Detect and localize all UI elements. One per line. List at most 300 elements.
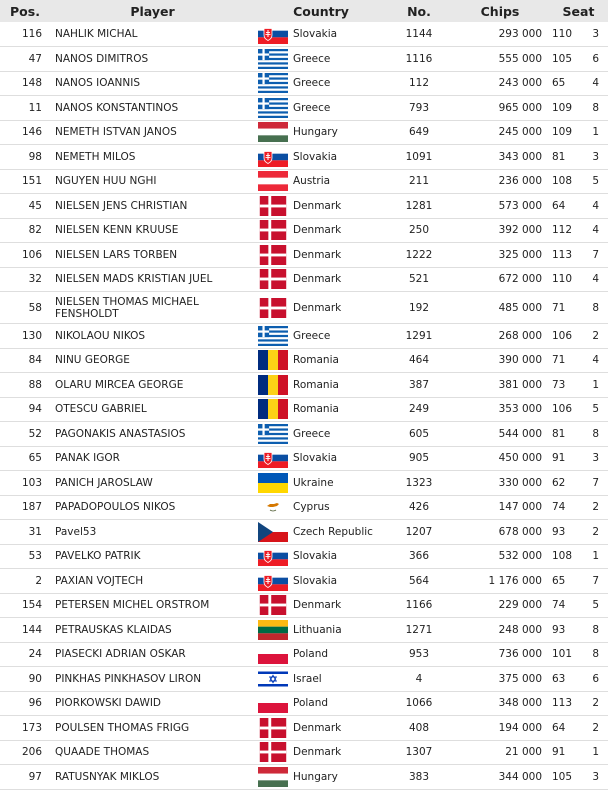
seat-cell: 4 — [592, 224, 599, 237]
chips-cell: 555 000 — [498, 52, 542, 65]
header-seat[interactable]: Seat — [549, 0, 608, 22]
table-number-cell: 109 — [552, 126, 573, 139]
table-number-cell: 74 — [552, 501, 566, 514]
player-number-cell: 383 — [408, 770, 430, 783]
country-name: Romania — [293, 354, 339, 367]
table-row — [0, 194, 608, 219]
player-number-cell: 408 — [408, 721, 430, 734]
table-row — [0, 47, 608, 72]
table-number-cell: 64 — [552, 721, 566, 734]
seat-cell: 3 — [592, 770, 599, 783]
seat-cell: 2 — [592, 721, 599, 734]
pos-cell: 84 — [28, 354, 42, 367]
header-chips[interactable]: Chips — [451, 0, 549, 22]
table-row — [0, 267, 608, 292]
country-name: Denmark — [293, 224, 342, 237]
chips-cell: 293 000 — [498, 28, 542, 40]
table-row — [0, 618, 608, 643]
country-name: Romania — [293, 378, 339, 391]
player-cell: QUAADE THOMAS — [55, 746, 150, 759]
romania-flag-icon — [258, 375, 288, 395]
country-cell — [255, 71, 387, 96]
player-number-cell: 521 — [408, 273, 430, 286]
player-cell: NANOS KONSTANTINOS — [55, 101, 179, 114]
table-body — [0, 22, 608, 789]
country-name: Poland — [293, 697, 329, 710]
table-row — [0, 96, 608, 121]
country-cell — [255, 740, 387, 765]
table-row — [0, 218, 608, 243]
country-name: Romania — [293, 403, 339, 416]
seat-cell: 5 — [592, 175, 599, 188]
table-row — [0, 569, 608, 594]
table-row — [0, 71, 608, 96]
country-cell — [255, 593, 387, 618]
player-number-cell: 211 — [408, 175, 430, 188]
seat-cell: 5 — [592, 403, 599, 416]
romania-flag-icon — [258, 399, 288, 419]
table-row — [0, 120, 608, 145]
poland-flag-icon — [258, 644, 288, 664]
player-cell: NINU GEORGE — [55, 354, 130, 367]
pos-cell: 98 — [28, 150, 42, 163]
seat-cell: 8 — [592, 648, 599, 661]
header-pos[interactable]: Pos. — [0, 0, 50, 22]
table-number-cell: 108 — [552, 550, 573, 563]
table-number-cell: 91 — [552, 452, 566, 465]
player-number-cell: 649 — [408, 126, 430, 139]
table-row — [0, 373, 608, 398]
chips-cell: 678 000 — [498, 525, 542, 538]
table-number-cell: 71 — [552, 354, 566, 367]
table-row — [0, 422, 608, 447]
table-row — [0, 348, 608, 373]
pos-cell: 130 — [21, 329, 42, 342]
table-number-cell: 81 — [552, 427, 566, 440]
pos-cell: 65 — [28, 452, 42, 465]
player-cell: PANAK IGOR — [55, 452, 120, 465]
seat-cell: 8 — [592, 101, 599, 114]
country-cell — [255, 96, 387, 121]
pos-cell: 148 — [21, 77, 42, 90]
austria-flag-icon — [258, 171, 288, 191]
country-cell — [255, 145, 387, 170]
chips-cell: 381 000 — [498, 378, 542, 391]
table-number-cell: 62 — [552, 476, 566, 489]
slovakia-flag-icon — [258, 24, 288, 44]
seat-cell: 3 — [592, 28, 599, 40]
chips-cell: 544 000 — [498, 427, 542, 440]
pos-cell: 103 — [21, 476, 42, 489]
country-name: Austria — [293, 175, 331, 188]
table-number-cell: 105 — [552, 770, 573, 783]
player-cell: Pavel53 — [55, 525, 97, 538]
player-cell: NEMETH ISTVAN JANOS — [55, 126, 177, 139]
player-number-cell: 605 — [408, 427, 430, 440]
table-row — [0, 471, 608, 496]
table-number-cell: 105 — [552, 52, 573, 65]
player-cell: NIELSEN JENS CHRISTIAN — [55, 199, 188, 212]
country-name: Denmark — [293, 273, 342, 286]
country-cell — [255, 765, 387, 790]
table-number-cell: 93 — [552, 525, 566, 538]
country-name: Czech Republic — [293, 525, 373, 538]
pos-cell: 206 — [21, 746, 42, 759]
table-row — [0, 740, 608, 765]
header-player[interactable]: Player — [50, 0, 255, 22]
table-row — [0, 145, 608, 170]
seat-cell: 1 — [592, 550, 599, 563]
player-cell: PAPADOPOULOS NIKOS — [55, 501, 176, 514]
country-cell — [255, 544, 387, 569]
pos-cell: 53 — [28, 550, 42, 563]
chips-cell: 736 000 — [498, 648, 542, 661]
pos-cell: 47 — [28, 52, 42, 65]
player-cell: PINKHAS PINKHASOV LIRON — [55, 672, 202, 685]
table-number-cell: 101 — [552, 648, 573, 661]
player-cell: PIORKOWSKI DAWID — [55, 697, 162, 710]
country-name: Slovakia — [293, 150, 338, 163]
denmark-flag-icon — [258, 595, 288, 615]
country-cell — [255, 520, 387, 545]
chips-cell: 965 000 — [498, 101, 542, 114]
player-cell: RATUSNYAK MIKLOS — [55, 770, 160, 783]
player-number-cell: 1166 — [405, 599, 433, 612]
player-cell: NANOS DIMITROS — [55, 52, 149, 65]
pos-cell: 154 — [21, 599, 42, 612]
country-cell — [255, 373, 387, 398]
pos-cell: 151 — [21, 175, 42, 188]
seat-cell: 4 — [592, 199, 599, 212]
seat-cell: 6 — [592, 672, 599, 685]
player-number-cell: 905 — [408, 452, 430, 465]
chips-cell: 450 000 — [498, 452, 542, 465]
player-cell: NIELSEN THOMAS MICHAEL FENSHOLDT — [55, 295, 199, 320]
player-cell: PANICH JAROSLAW — [55, 476, 153, 489]
pos-cell: 94 — [28, 403, 42, 416]
denmark-flag-icon — [258, 245, 288, 265]
country-cell — [255, 292, 387, 324]
country-name: Slovakia — [293, 550, 338, 563]
seat-cell: 2 — [592, 329, 599, 342]
pos-cell: 144 — [21, 623, 42, 636]
table-row — [0, 22, 608, 47]
country-cell — [255, 120, 387, 145]
table-row — [0, 520, 608, 545]
player-number-cell: 1066 — [405, 697, 433, 710]
country-name: Greece — [293, 52, 331, 65]
player-cell: PAGONAKIS ANASTASIOS — [55, 427, 186, 440]
denmark-flag-icon — [258, 718, 288, 738]
table-row — [0, 716, 608, 741]
seat-cell: 4 — [592, 354, 599, 367]
pos-cell: 88 — [28, 378, 42, 391]
country-name: Slovakia — [293, 574, 338, 587]
player-cell: NAHLIK MICHAL — [55, 28, 138, 40]
country-name: Denmark — [293, 248, 342, 261]
table-row — [0, 446, 608, 471]
chips-cell: 243 000 — [498, 77, 542, 90]
czech-flag-icon — [258, 522, 288, 542]
player-cell: OLARU MIRCEA GEORGE — [55, 378, 184, 391]
country-name: Denmark — [293, 721, 342, 734]
chips-cell: 229 000 — [498, 599, 542, 612]
player-number-cell: 1207 — [405, 525, 433, 538]
table-row — [0, 397, 608, 422]
table-number-cell: 91 — [552, 746, 566, 759]
country-cell — [255, 267, 387, 292]
seat-cell: 4 — [592, 273, 599, 286]
player-cell: NIELSEN KENN KRUUSE — [55, 224, 179, 237]
country-name: Slovakia — [293, 28, 338, 40]
table-number-cell: 73 — [552, 378, 566, 391]
country-name: Denmark — [293, 599, 342, 612]
player-number-cell: 249 — [408, 403, 430, 416]
table-number-cell: 110 — [552, 273, 573, 286]
player-number-cell: 464 — [408, 354, 430, 367]
country-cell — [255, 194, 387, 219]
chips-cell: 375 000 — [498, 672, 542, 685]
slovakia-flag-icon — [258, 571, 288, 591]
table-number-cell: 106 — [552, 403, 573, 416]
player-number-cell: 4 — [415, 672, 423, 685]
table-number-cell: 64 — [552, 199, 566, 212]
pos-cell: 116 — [21, 28, 42, 40]
pos-cell: 52 — [28, 427, 42, 440]
country-cell — [255, 471, 387, 496]
player-number-cell: 192 — [408, 301, 430, 314]
table-row — [0, 765, 608, 790]
country-name: Cyprus — [293, 501, 330, 514]
seat-cell: 2 — [592, 501, 599, 514]
player-number-cell: 112 — [408, 77, 430, 90]
player-cell: NIELSEN MADS KRISTIAN JUEL — [55, 273, 213, 286]
denmark-flag-icon — [258, 196, 288, 216]
player-number-cell: 953 — [408, 648, 430, 661]
chips-cell: 532 000 — [498, 550, 542, 563]
player-cell: OTESCU GABRIEL — [55, 403, 147, 416]
header-country[interactable]: Country — [255, 0, 387, 22]
table-number-cell: 112 — [552, 224, 573, 237]
pos-cell: 146 — [21, 126, 42, 139]
country-cell — [255, 691, 387, 716]
country-name: Slovakia — [293, 452, 338, 465]
country-cell — [255, 324, 387, 349]
player-number-cell: 564 — [408, 574, 430, 587]
table-number-cell: 63 — [552, 672, 566, 685]
player-number-cell: 1323 — [405, 476, 433, 489]
chips-cell: 348 000 — [498, 697, 542, 710]
player-cell: PAVELKO PATRIK — [55, 550, 141, 563]
chips-cell: 343 000 — [498, 150, 542, 163]
chips-cell: 194 000 — [498, 721, 542, 734]
country-cell — [255, 642, 387, 667]
pos-cell: 2 — [35, 574, 42, 587]
denmark-flag-icon — [258, 220, 288, 240]
chips-cell: 1 176 000 — [488, 574, 542, 587]
seat-cell: 8 — [592, 427, 599, 440]
table-number-cell: 113 — [552, 248, 573, 261]
player-number-cell: 1281 — [405, 199, 433, 212]
chips-cell: 672 000 — [498, 273, 542, 286]
player-number-cell: 1116 — [405, 52, 433, 65]
player-number-cell: 250 — [408, 224, 430, 237]
table-row — [0, 243, 608, 268]
table-number-cell: 110 — [552, 28, 573, 40]
player-number-cell: 1091 — [405, 150, 433, 163]
table-number-cell: 106 — [552, 329, 573, 342]
table-number-cell: 109 — [552, 101, 573, 114]
chips-cell: 147 000 — [498, 501, 542, 514]
table-row — [0, 667, 608, 692]
table-number-cell: 71 — [552, 301, 566, 314]
country-name: Ukraine — [293, 476, 334, 489]
country-name: Hungary — [293, 770, 338, 783]
player-number-cell: 1307 — [405, 746, 433, 759]
chips-cell: 248 000 — [498, 623, 542, 636]
seat-cell: 7 — [592, 248, 599, 261]
pos-cell: 11 — [28, 101, 42, 114]
pos-cell: 96 — [28, 697, 42, 710]
country-cell — [255, 397, 387, 422]
pos-cell: 24 — [28, 648, 42, 661]
greece-flag-icon — [258, 98, 288, 118]
country-name: Greece — [293, 101, 331, 114]
chips-cell: 268 000 — [498, 329, 542, 342]
denmark-flag-icon — [258, 269, 288, 289]
slovakia-flag-icon — [258, 147, 288, 167]
player-cell: PAXIAN VOJTECH — [55, 574, 144, 587]
country-name: Denmark — [293, 301, 342, 314]
table-number-cell: 113 — [552, 697, 573, 710]
pos-cell: 106 — [21, 248, 42, 261]
country-cell — [255, 47, 387, 72]
hungary-flag-icon — [258, 122, 288, 142]
chips-cell: 392 000 — [498, 224, 542, 237]
chips-cell: 344 000 — [498, 770, 542, 783]
table-row — [0, 691, 608, 716]
country-cell — [255, 348, 387, 373]
pos-cell: 31 — [28, 525, 42, 538]
cyprus-flag-icon — [258, 497, 288, 517]
player-cell: PETERSEN MICHEL ORSTROM — [55, 599, 210, 612]
poland-flag-icon — [258, 693, 288, 713]
country-cell — [255, 716, 387, 741]
pos-cell: 90 — [28, 672, 42, 685]
player-number-cell: 366 — [408, 550, 430, 563]
country-name: Denmark — [293, 746, 342, 759]
seat-cell: 8 — [592, 301, 599, 314]
ukraine-flag-icon — [258, 473, 288, 493]
seat-cell: 1 — [592, 378, 599, 391]
country-name: Israel — [293, 672, 322, 685]
country-name: Poland — [293, 648, 329, 661]
country-cell — [255, 569, 387, 594]
chips-cell: 485 000 — [498, 301, 542, 314]
pos-cell: 82 — [28, 224, 42, 237]
table-row — [0, 593, 608, 618]
player-cell: POULSEN THOMAS FRIGG — [55, 721, 190, 734]
chips-cell: 245 000 — [498, 126, 542, 139]
player-cell: PIASECKI ADRIAN OSKAR — [55, 648, 186, 661]
player-cell: NGUYEN HUU NGHI — [55, 175, 157, 188]
player-number-cell: 1291 — [405, 329, 433, 342]
seat-cell: 7 — [592, 574, 599, 587]
country-name: Lithuania — [293, 623, 342, 636]
player-number-cell: 1271 — [405, 623, 433, 636]
seat-cell: 5 — [592, 599, 599, 612]
table-number-cell: 81 — [552, 150, 566, 163]
table-row — [0, 495, 608, 520]
table-row — [0, 169, 608, 194]
pos-cell: 58 — [28, 301, 42, 314]
country-cell — [255, 422, 387, 447]
player-number-cell: 387 — [408, 378, 430, 391]
greece-flag-icon — [258, 326, 288, 346]
seat-cell: 2 — [592, 525, 599, 538]
country-cell — [255, 618, 387, 643]
slovakia-flag-icon — [258, 448, 288, 468]
country-cell — [255, 243, 387, 268]
table-row — [0, 544, 608, 569]
country-name: Greece — [293, 329, 331, 342]
player-number-cell: 793 — [408, 101, 430, 114]
seat-cell: 1 — [592, 746, 599, 759]
chips-cell: 21 000 — [505, 746, 542, 759]
chips-cell: 390 000 — [498, 354, 542, 367]
player-cell: NIKOLAOU NIKOS — [55, 329, 146, 342]
player-cell: NEMETH MILOS — [55, 150, 136, 163]
pos-cell: 187 — [21, 501, 42, 514]
israel-flag-icon — [258, 669, 288, 689]
player-cell: NANOS IOANNIS — [55, 77, 140, 90]
chips-cell: 573 000 — [498, 199, 542, 212]
table-row — [0, 324, 608, 349]
country-name: Greece — [293, 427, 331, 440]
greece-flag-icon — [258, 73, 288, 93]
slovakia-flag-icon — [258, 546, 288, 566]
country-name: Hungary — [293, 126, 338, 139]
country-cell — [255, 218, 387, 243]
table-number-cell: 65 — [552, 574, 566, 587]
country-cell — [255, 667, 387, 692]
player-cell: PETRAUSKAS KLAIDAS — [55, 623, 172, 636]
table-number-cell: 108 — [552, 175, 573, 188]
country-name: Denmark — [293, 199, 342, 212]
greece-flag-icon — [258, 49, 288, 69]
seat-cell: 6 — [592, 52, 599, 65]
seat-cell: 8 — [592, 623, 599, 636]
greece-flag-icon — [258, 424, 288, 444]
table-row — [0, 292, 608, 324]
pos-cell: 173 — [21, 721, 42, 734]
denmark-flag-icon — [258, 742, 288, 762]
pos-cell: 45 — [28, 199, 42, 212]
seat-cell: 7 — [592, 476, 599, 489]
country-cell — [255, 22, 387, 47]
header-no[interactable]: No. — [387, 0, 451, 22]
lithuania-flag-icon — [258, 620, 288, 640]
hungary-flag-icon — [258, 767, 288, 787]
seat-cell: 4 — [592, 77, 599, 90]
player-number-cell: 1222 — [405, 248, 433, 261]
player-cell: NIELSEN LARS TORBEN — [55, 248, 178, 261]
denmark-flag-icon — [258, 298, 288, 318]
player-number-cell: 426 — [408, 501, 430, 514]
chips-cell: 330 000 — [498, 476, 542, 489]
table-row — [0, 642, 608, 667]
country-cell — [255, 495, 387, 520]
